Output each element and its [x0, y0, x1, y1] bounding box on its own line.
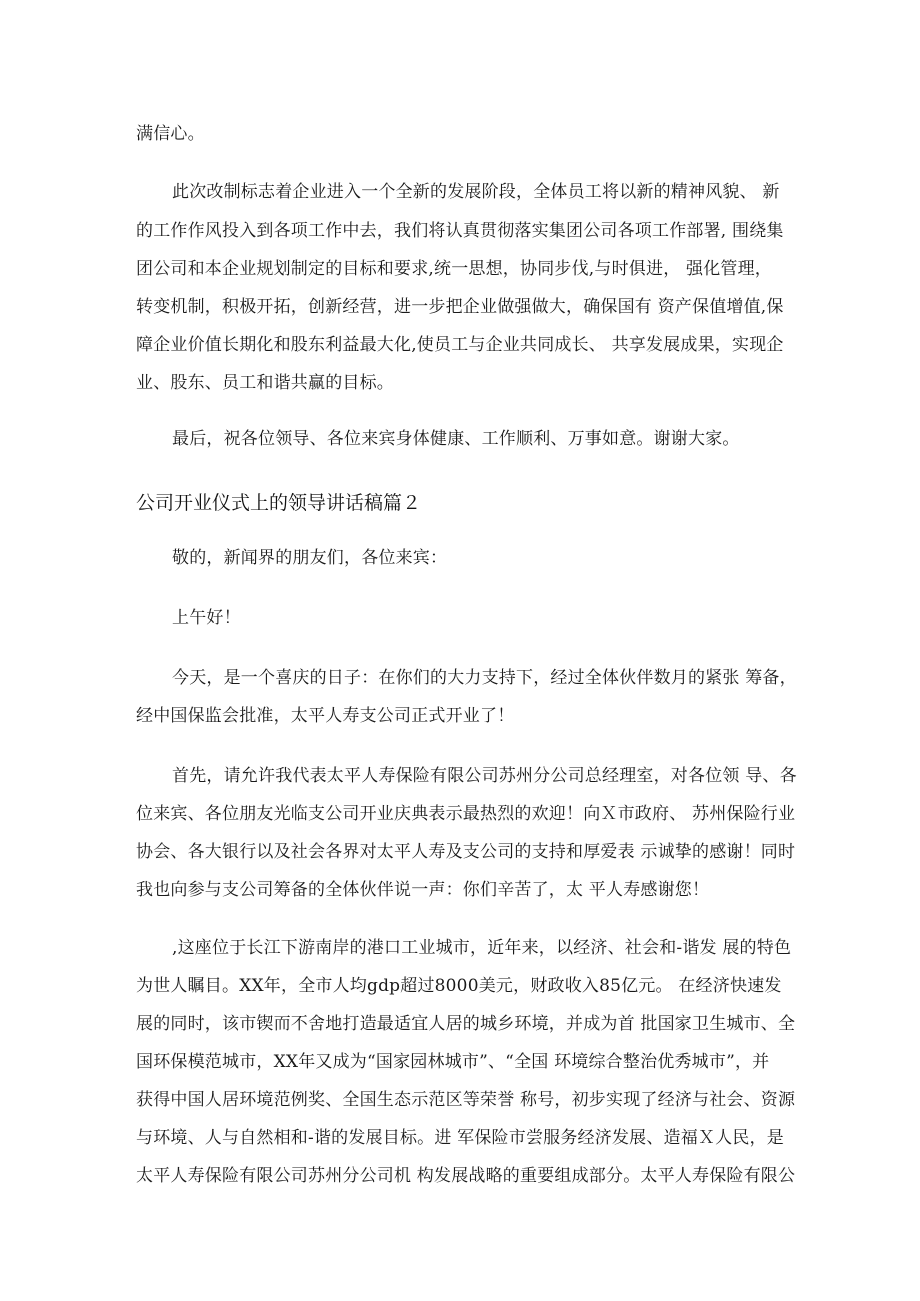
paragraph-line: 我也向参与支公司筹备的全体伙伴说一声：你们辛苦了，太 平人寿感谢您！ [136, 880, 710, 900]
paragraph-line: 为世人瞩目。XX年，全市人均gdp超过8000美元，财政收入85亿元。 在经济快速发 [136, 976, 782, 996]
paragraph-line: 业、股东、员工和谐共赢的目标。 [136, 373, 394, 393]
paragraph-line: 与环境、人与自然相和-谐的发展目标。进 军保险市尝服务经济发展、造福Ｘ人民，是 [136, 1128, 784, 1148]
paragraph-line: ,这座位于长江下游南岸的港口工业城市，近年来，以经济、社会和-谐发 展的特色 [172, 938, 792, 958]
paragraph-line: 首先，请允许我代表太平人寿保险有限公司苏州分公司总经理室，对各位领 导、各 [172, 766, 797, 786]
paragraph-line: 满信心。 [136, 124, 205, 144]
paragraph-line: 位来宾、各位朋友光临支公司开业庆典表示最热烈的欢迎！向Ｘ市政府、 苏州保险行业 [136, 804, 796, 824]
paragraph-line: 敬的，新闻界的朋友们，各位来宾： [172, 548, 448, 568]
paragraph-line: 此次改制标志着企业进入一个全新的发展阶段，全体员工将以新的精神风貌、 新 [172, 182, 780, 202]
paragraph-line: 障企业价值长期化和股东利益最大化,使员工与企业共同成长、 共享发展成果，实现企 [136, 335, 784, 355]
paragraph-line: 团公司和本企业规划制定的目标和要求,统一思想，协同步伐,与时俱进， 强化管理， [136, 259, 773, 279]
paragraph-line: 的工作作风投入到各项工作中去，我们将认真贯彻落实集团公司各项工作部署, 围绕集 [136, 221, 784, 241]
paragraph-line: 获得中国人居环境范例奖、全国生态示范区等荣誉 称号，初步实现了经济与社会、资源 [136, 1090, 796, 1110]
paragraph-line: 最后，祝各位领导、各位来宾身体健康、工作顺利、万事如意。谢谢大家。 [172, 429, 740, 449]
paragraph-line: 国环保模范城市，XX年又成为“国家园林城市”、“全国 环境综合整治优秀城市”，并 [136, 1052, 770, 1072]
paragraph-line: 展的同时，该市锲而不舍地打造最适宜人居的城乡环境，并成为首 批国家卫生城市、全 [136, 1014, 796, 1034]
paragraph-line: 今天，是一个喜庆的日子：在你们的大力支持下，经过全体伙伴数月的紧张 筹备， [172, 668, 797, 688]
section-heading: 公司开业仪式上的领导讲话稿篇２ [136, 492, 422, 514]
paragraph-line: 协会、各大银行以及社会各界对太平人寿及支公司的支持和厚爱表 示诚挚的感谢！同时 [136, 842, 796, 862]
paragraph-line: 上午好！ [172, 608, 241, 628]
paragraph-line: 经中国保监会批准，太平人寿支公司正式开业了！ [136, 706, 515, 726]
paragraph-line: 转变机制，积极开拓，创新经营，进一步把企业做强做大，确保国有 资产保值增值,保 [136, 297, 784, 317]
paragraph-line: 太平人寿保险有限公司苏州分公司机 构发展战略的重要组成部分。太平人寿保险有限公 [136, 1166, 796, 1186]
